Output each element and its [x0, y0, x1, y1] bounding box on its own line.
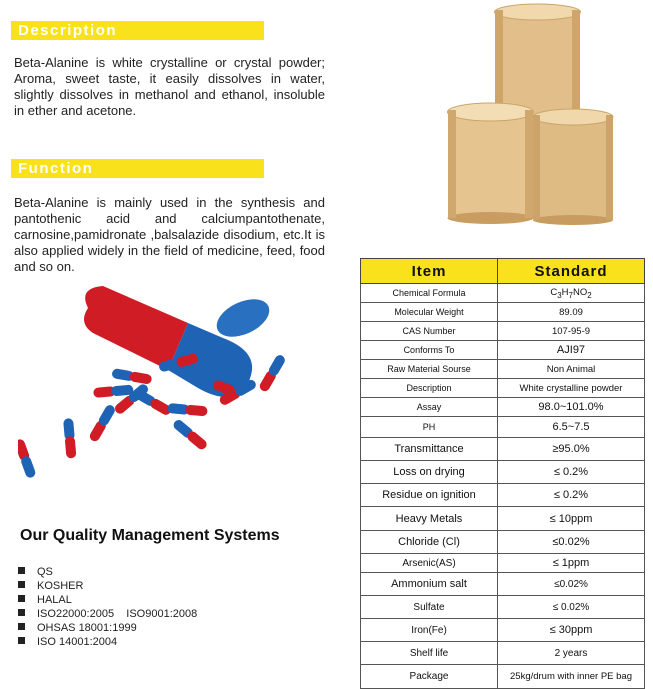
- header-standard: Standard: [498, 259, 645, 284]
- description-heading: Description: [18, 22, 118, 39]
- function-heading: Function: [18, 160, 94, 177]
- list-item: KOSHER: [18, 579, 197, 593]
- description-heading-bar: [11, 21, 264, 40]
- bullet-square-icon: [18, 609, 25, 616]
- table-row: Arsenic(AS) ≤ 1ppm: [361, 554, 645, 573]
- table-row: Assay 98.0~101.0%: [361, 398, 645, 417]
- table-row: Heavy Metals ≤ 10ppm: [361, 507, 645, 531]
- description-text: Beta-Alanine is white crystalline or crystal powder; Aroma, sweet taste, it easily dissolves in water, slightly dissolves in methanol and ethanol, insoluble in ether and acetone.: [14, 55, 325, 118]
- table-row: Description White crystalline powder: [361, 379, 645, 398]
- table-row: Loss on drying ≤ 0.2%: [361, 461, 645, 484]
- table-row: Iron(Fe) ≤ 30ppm: [361, 619, 645, 642]
- drum-left: [448, 103, 534, 224]
- list-item: ISO 14001:2004: [18, 635, 197, 649]
- fiber-drums-image: [440, 0, 620, 230]
- list-item: OHSAS 18001:1999: [18, 621, 197, 635]
- table-row: PH 6.5~7.5: [361, 417, 645, 438]
- bullet-square-icon: [18, 581, 25, 588]
- drum-back: [495, 4, 581, 115]
- bullet-square-icon: [18, 623, 25, 630]
- table-row: Molecular Weight 89.09: [361, 303, 645, 322]
- table-row: Shelf life 2 years: [361, 642, 645, 665]
- list-item: HALAL: [18, 593, 197, 607]
- table-row: Transmittance ≥95.0%: [361, 438, 645, 461]
- header-item: Item: [361, 259, 498, 284]
- table-row: Chemical Formula $C_3H_7NO_2$: [361, 284, 645, 303]
- table-row: Chloride (Cl) ≤0.02%: [361, 531, 645, 554]
- function-text: Beta-Alanine is mainly used in the synthesis and pantothenic acid and calciumpantothenate, carnosine,pamidronate ,balsalazide disodium, etc.It is also applied widely in the field of medicine, feed, food and so on.: [14, 195, 325, 274]
- table-row: Ammonium salt ≤0.02%: [361, 573, 645, 596]
- chemical-formula-value: $C_3H_7NO_2$: [498, 284, 645, 303]
- bullet-square-icon: [18, 595, 25, 602]
- specification-table: [360, 258, 645, 689]
- large-capsule: [84, 286, 275, 397]
- table-row: Sulfate ≤ 0.02%: [361, 596, 645, 619]
- table-row: Residue on ignition ≤ 0.2%: [361, 484, 645, 507]
- list-item: QS: [18, 565, 197, 579]
- table-row: Package 25kg/drum with inner PE bag: [361, 665, 645, 689]
- table-row: Raw Material Sourse Non Animal: [361, 360, 645, 379]
- drum-right: [533, 109, 613, 225]
- bullet-square-icon: [18, 637, 25, 644]
- table-row: CAS Number 107-95-9: [361, 322, 645, 341]
- table-header-row: [361, 259, 645, 284]
- capsules-image: [18, 278, 318, 493]
- list-item: ISO22000:2005 ISO9001:2008: [18, 607, 197, 621]
- table-row: Conforms To AJI97: [361, 341, 645, 360]
- quality-list: [18, 565, 197, 649]
- function-heading-bar: [11, 159, 264, 178]
- bullet-square-icon: [18, 567, 25, 574]
- quality-title: Our Quality Management Systems: [20, 527, 280, 544]
